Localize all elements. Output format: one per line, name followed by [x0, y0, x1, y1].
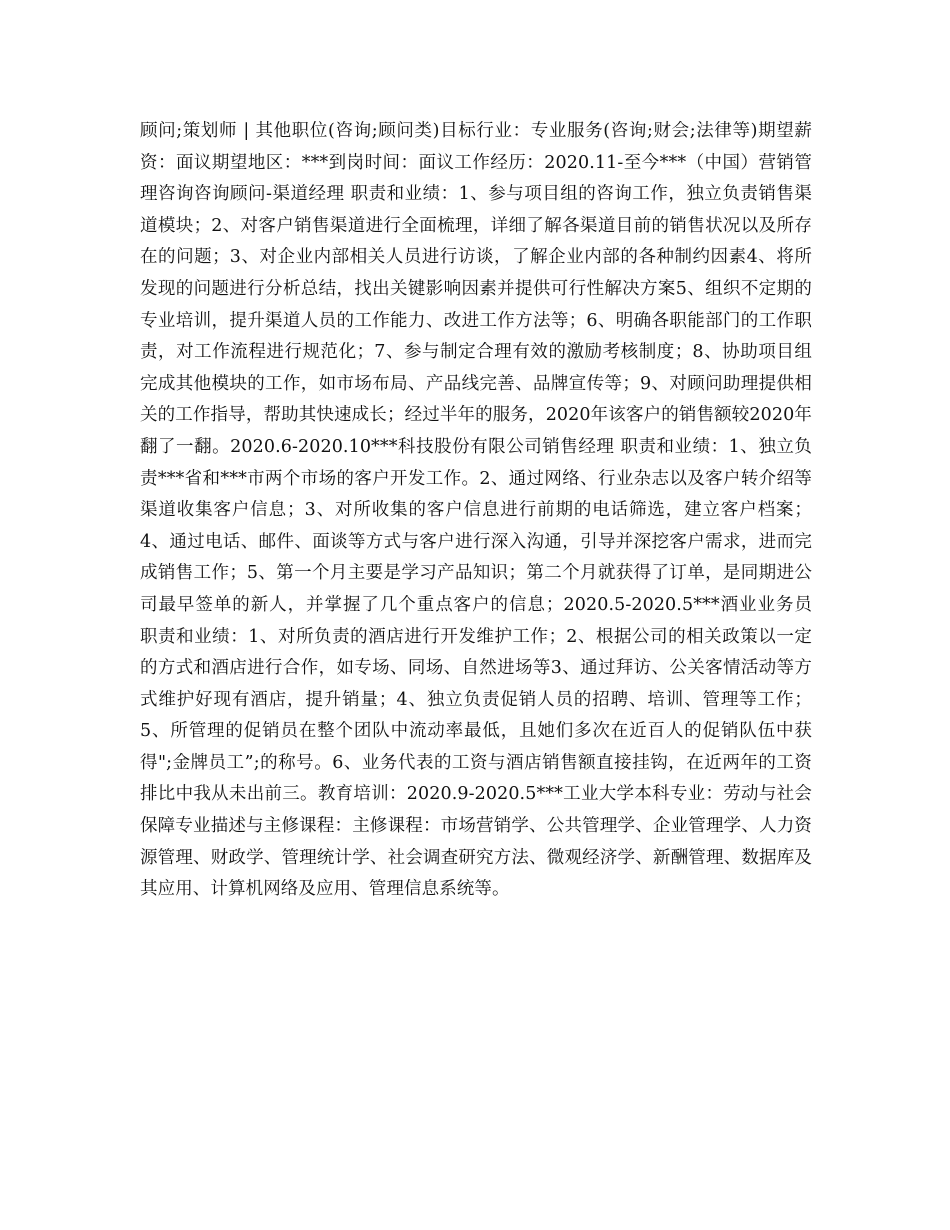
- resume-body-text: 顾问;策划师 | 其他职位(咨询;顾问类)目标行业：专业服务(咨询;财会;法律等)期望薪资：面议期望地区：***到岗时间：面议工作经历：2020.11-至今***（中国）营销管理咨询咨询顾问-渠道经理 职责和业绩：1、参与项目组的咨询工作，独立负责销售渠道模块；2、对客户销售渠道进行全面梳理，详细了解各渠道目前的销售状况以及所存在的问题；3、对企业内部相关人员进行访谈，了解企业内部的各种制约因素4、将所发现的问题进行分析总结，找出关键影响因素并提供可行性解决方案5、组织不定期的专业培训，提升渠道人员的工作能力、改进工作方法等；6、明确各职能部门的工作职责，对工作流程进行规范化；7、参与制定合理有效的激励考核制度；8、协助项目组完成其他模块的工作，如市场布局、产品线完善、品牌宣传等；9、对顾问助理提供相关的工作指导，帮助其快速成长；经过半年的服务，2020年该客户的销售额较2020年翻了一翻。2020.6-2020.10***科技股份有限公司销售经理 职责和业绩：1、独立负责***省和***市两个市场的客户开发工作。2、通过网络、行业杂志以及客户转介绍等渠道收集客户信息；3、对所收集的客户信息进行前期的电话筛选，建立客户档案；4、通过电话、邮件、面谈等方式与客户进行深入沟通，引导并深挖客户需求，进而完成销售工作；5、第一个月主要是学习产品知识；第二个月就获得了订单，是同期进公司最早签单的新人，并掌握了几个重点客户的信息；2020.5-2020.5***酒业业务员 职责和业绩：1、对所负责的酒店进行开发维护工作；2、根据公司的相关政策以一定的方式和酒店进行合作，如专场、同场、自然进场等3、通过拜访、公关客情活动等方式维护好现有酒店，提升销量；4、独立负责促销人员的招聘、培训、管理等工作；5、所管理的促销员在整个团队中流动率最低，且她们多次在近百人的促销队伍中获得";金牌员工”;的称号。6、业务代表的工资与酒店销售额直接挂钩，在近两年的工资排比中我从未出前三。教育培训：2020.9-2020.5***工业大学本科专业：劳动与社会保障专业描述与主修课程：主修课程：市场营销学、公共管理学、企业管理学、人力资源管理、财政学、管理统计学、社会调查研究方法、微观经济学、新酬管理、数据库及其应用、计算机网络及应用、管理信息系统等。: [140, 121, 812, 900]
